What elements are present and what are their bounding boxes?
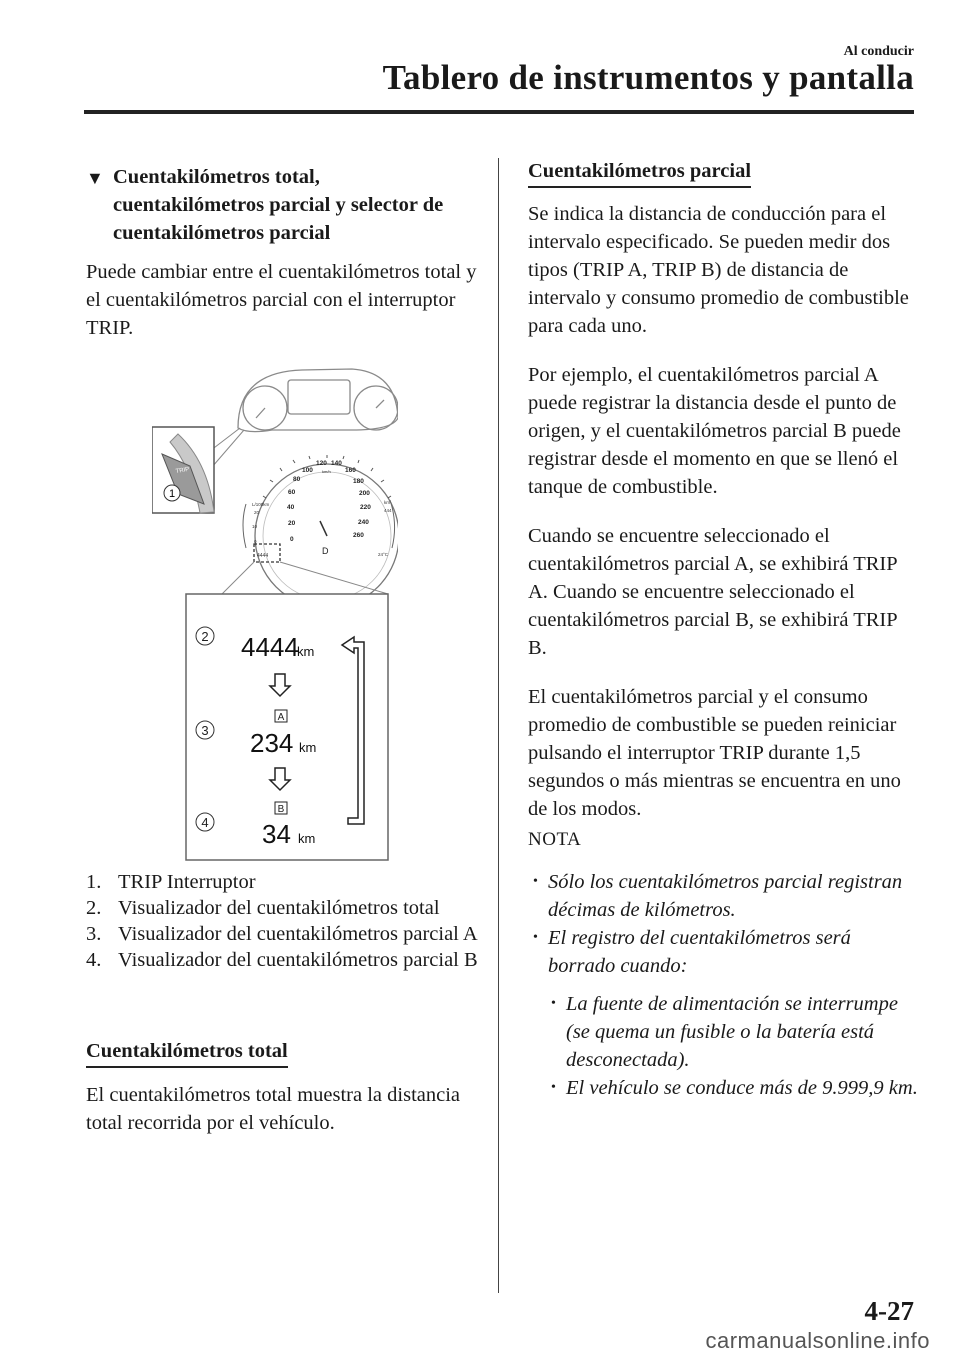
- svg-text:180: 180: [353, 478, 364, 485]
- section-heading: [86, 163, 466, 247]
- triangle-marker-icon: ▼: [86, 168, 104, 188]
- figure-legend-list: [86, 869, 486, 973]
- note-item: • Sólo los cuentakilómetros parcial registran décimas de kilómetros.: [532, 868, 922, 924]
- list-item: 1. TRIP Interruptor: [86, 871, 256, 893]
- trip-button-inset: [152, 427, 214, 513]
- svg-text:D: D: [322, 546, 329, 556]
- trip-a-badge: A: [277, 712, 285, 723]
- intro-paragraph: Puede cambiar entre el cuentakilómetros total y el cuentakilómetros parcial con el interruptor TRIP.: [86, 261, 477, 339]
- paragraph: Cuando se encuentre seleccionado el cuentakilómetros parcial A, se exhibirá TRIP A. Cuando se encuentre seleccionado el cuentakilómetros parcial B, se exhibirá TRIP B.: [528, 525, 897, 659]
- page-number: 4-27: [864, 1296, 914, 1326]
- svg-text:10: 10: [252, 524, 258, 529]
- svg-text:160: 160: [345, 467, 356, 474]
- svg-text:60: 60: [288, 489, 296, 496]
- subnote-item: • La fuente de alimentación se interrumpe (se quema un fusible o la batería está desconectada).: [550, 990, 922, 1074]
- trip-b-unit: km: [298, 831, 316, 846]
- subheading-total: Cuentakilómetros total: [86, 1040, 288, 1068]
- cluster-outline: [238, 369, 398, 432]
- header-rule: [84, 110, 914, 114]
- callout-1: 1: [168, 488, 176, 500]
- instrument-figure: [152, 364, 398, 864]
- trip-a-unit: km: [299, 740, 317, 755]
- subnote-item: • El vehículo se conduce más de 9.999,9 km.: [550, 1074, 922, 1102]
- bullet-icon: •: [551, 996, 556, 1011]
- bullet-icon: •: [551, 1080, 556, 1095]
- paragraph: Por ejemplo, el cuentakilómetros parcial A puede registrar la distancia desde el punto de origen, y el cuentakilómetros parcial B puede registrar desde el momento en que se llenó el tanque de combustible.: [528, 364, 901, 498]
- column-divider: [498, 158, 499, 1293]
- watermark: carmanualsonline.info: [705, 1328, 930, 1353]
- svg-text:100: 100: [302, 467, 313, 474]
- odometer-value: 4444: [241, 632, 299, 662]
- bullet-icon: •: [533, 874, 538, 889]
- subheading-parcial: Cuentakilómetros parcial: [528, 160, 751, 188]
- trip-b-badge: B: [277, 804, 285, 815]
- svg-text:km/h: km/h: [322, 469, 331, 474]
- section-label: Al conducir: [843, 44, 914, 59]
- list-item: 4. Visualizador del cuentakilómetros parcial B: [86, 949, 478, 971]
- svg-text:0: 0: [290, 536, 294, 543]
- svg-text:140: 140: [331, 460, 342, 467]
- svg-text:40: 40: [287, 504, 295, 511]
- svg-text:200: 200: [359, 490, 370, 497]
- svg-text:444: 444: [384, 508, 392, 513]
- callout-3: 3: [201, 723, 209, 738]
- svg-text:260: 260: [353, 532, 364, 539]
- trip-button-label: TRIP: [175, 466, 190, 475]
- section-heading-text: Cuentakilómetros total, cuentakilómetros parcial y selector de cuentakilómetros parcial: [113, 166, 444, 244]
- svg-text:240: 240: [358, 519, 369, 526]
- odometer-unit: km: [297, 644, 315, 659]
- note-label: NOTA: [528, 829, 582, 850]
- svg-text:0: 0: [254, 539, 257, 544]
- speedometer: [255, 455, 398, 608]
- trip-b-value: 34: [262, 819, 291, 849]
- svg-text:20: 20: [254, 510, 260, 515]
- svg-text:20: 20: [288, 520, 296, 527]
- note-item: • El registro del cuentakilómetros será borrado cuando:: [532, 924, 922, 980]
- list-item: 2. Visualizador del cuentakilómetros total: [86, 897, 440, 919]
- svg-text:km: km: [384, 500, 390, 505]
- trip-a-value: 234: [250, 728, 294, 758]
- svg-text:L/100km: L/100km: [252, 502, 270, 507]
- notes-list: [532, 868, 922, 1102]
- svg-text:4444: 4444: [257, 553, 269, 559]
- list-item: 3. Visualizador del cuentakilómetros parcial A: [86, 923, 478, 945]
- svg-text:120: 120: [316, 460, 327, 467]
- bullet-icon: •: [533, 930, 538, 945]
- total-paragraph: El cuentakilómetros total muestra la distancia total recorrida por el vehículo.: [86, 1084, 461, 1134]
- trip-display-panel: [186, 594, 388, 860]
- svg-text:220: 220: [360, 504, 371, 511]
- page-title: Tablero de instrumentos y pantalla: [382, 58, 914, 97]
- callout-4: 4: [201, 815, 209, 830]
- svg-text:24°C: 24°C: [378, 552, 389, 557]
- svg-text:80: 80: [293, 476, 301, 483]
- callout-2: 2: [201, 629, 209, 644]
- paragraph: Se indica la distancia de conducción para el intervalo especificado. Se pueden medir dos tipos (TRIP A, TRIP B) de distancia de intervalo y consumo promedio de combustible para cada uno.: [528, 203, 909, 337]
- paragraph: El cuentakilómetros parcial y el consumo promedio de combustible se pueden reiniciar pulsando el interruptor TRIP durante 1,5 segundos o más mientras se encuentra en uno de los modos.: [528, 686, 901, 820]
